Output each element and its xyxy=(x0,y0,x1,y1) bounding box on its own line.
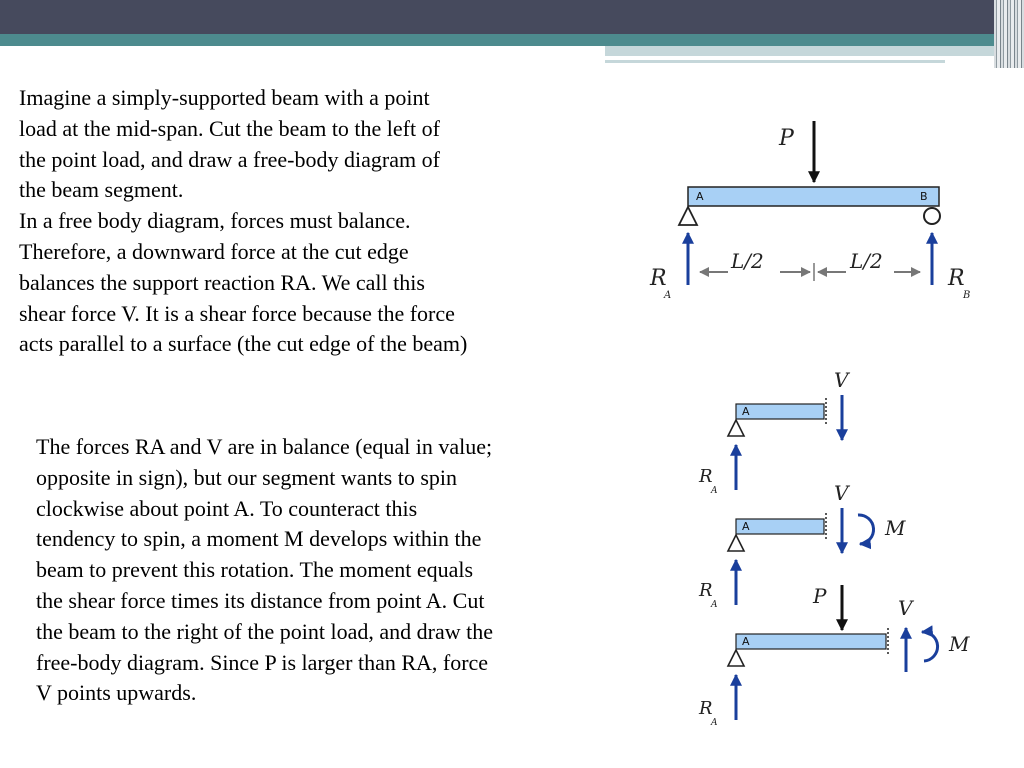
load-p-label: P xyxy=(813,584,827,608)
reaction-ra-subscript: A xyxy=(664,290,672,301)
intro-line: balances the support reaction RA. We call this xyxy=(19,269,425,295)
reaction-rb-label: R xyxy=(948,266,965,291)
moment-line: free-body diagram. Since P is larger than RA, force xyxy=(36,649,489,675)
left-segment-moment-diagram xyxy=(698,481,906,610)
pin-support-icon xyxy=(728,535,744,551)
left-segment-shear-diagram xyxy=(698,368,851,496)
reaction-ra-label: R xyxy=(650,266,667,291)
reaction-ra-label: R xyxy=(699,698,713,719)
intro-line: shear force V. It is a shear force because the force xyxy=(19,300,455,326)
intro-line: Imagine a simply-supported beam with a point xyxy=(19,85,430,110)
moment-line: tendency to spin, a moment M develops within the xyxy=(36,526,482,552)
moment-line: clockwise about point A. To counteract this xyxy=(36,495,418,521)
reaction-ra-label: R xyxy=(699,466,713,487)
reaction-rb-subscript: B xyxy=(963,290,971,301)
beam xyxy=(688,187,939,206)
support-a-label: A xyxy=(742,520,750,533)
moment-line: the shear force times its distance from point A. Cut xyxy=(36,587,485,613)
shear-v-label: V xyxy=(834,368,849,392)
moment-line: The forces RA and V are in balance (equal in value; xyxy=(36,434,493,459)
pin-support-icon xyxy=(728,650,744,666)
pin-support-icon xyxy=(728,420,744,436)
roller-support-icon xyxy=(924,208,940,224)
reaction-ra-subscript: A xyxy=(711,600,718,610)
shear-v-label: V xyxy=(898,596,913,620)
full-beam-diagram xyxy=(649,121,970,301)
intro-line: In a free body diagram, forces must balance. xyxy=(19,208,411,234)
reaction-ra-label: R xyxy=(699,580,713,601)
beam-end-a-label: A xyxy=(696,190,704,203)
moment-line: V points upwards. xyxy=(36,680,197,706)
shear-v-label: V xyxy=(834,481,849,505)
intro-line: load at the mid-span. Cut the beam to the left of xyxy=(19,115,440,141)
support-a-label: A xyxy=(742,635,750,648)
beam-end-b-label: B xyxy=(920,190,928,203)
moment-m-arrow xyxy=(858,515,874,544)
moment-m-label: M xyxy=(885,516,906,540)
span-right-label: L/2 xyxy=(850,249,883,273)
load-p-label: P xyxy=(779,126,794,151)
reaction-ra-subscript: A xyxy=(711,486,718,496)
reaction-ra-subscript: A xyxy=(711,718,718,728)
intro-line: acts parallel to a surface (the cut edge of the beam) xyxy=(19,331,468,357)
moment-line: beam to prevent this rotation. The moment equals xyxy=(36,557,474,583)
moment-m-arrow xyxy=(922,632,938,661)
beam-segment xyxy=(736,634,886,649)
right-cut-segment-diagram xyxy=(698,584,970,728)
moment-m-label: M xyxy=(949,632,970,656)
support-a-label: A xyxy=(742,405,750,418)
pin-support-icon xyxy=(679,207,697,225)
intro-line: the point load, and draw a free-body diagram of xyxy=(19,146,440,172)
moment-line: opposite in sign), but our segment wants to spin xyxy=(36,464,458,490)
moment-line: the beam to the right of the point load, and draw the xyxy=(36,618,493,644)
intro-line: the beam segment. xyxy=(19,177,184,203)
intro-line: Therefore, a downward force at the cut edge xyxy=(19,238,409,264)
span-left-label: L/2 xyxy=(731,249,764,273)
